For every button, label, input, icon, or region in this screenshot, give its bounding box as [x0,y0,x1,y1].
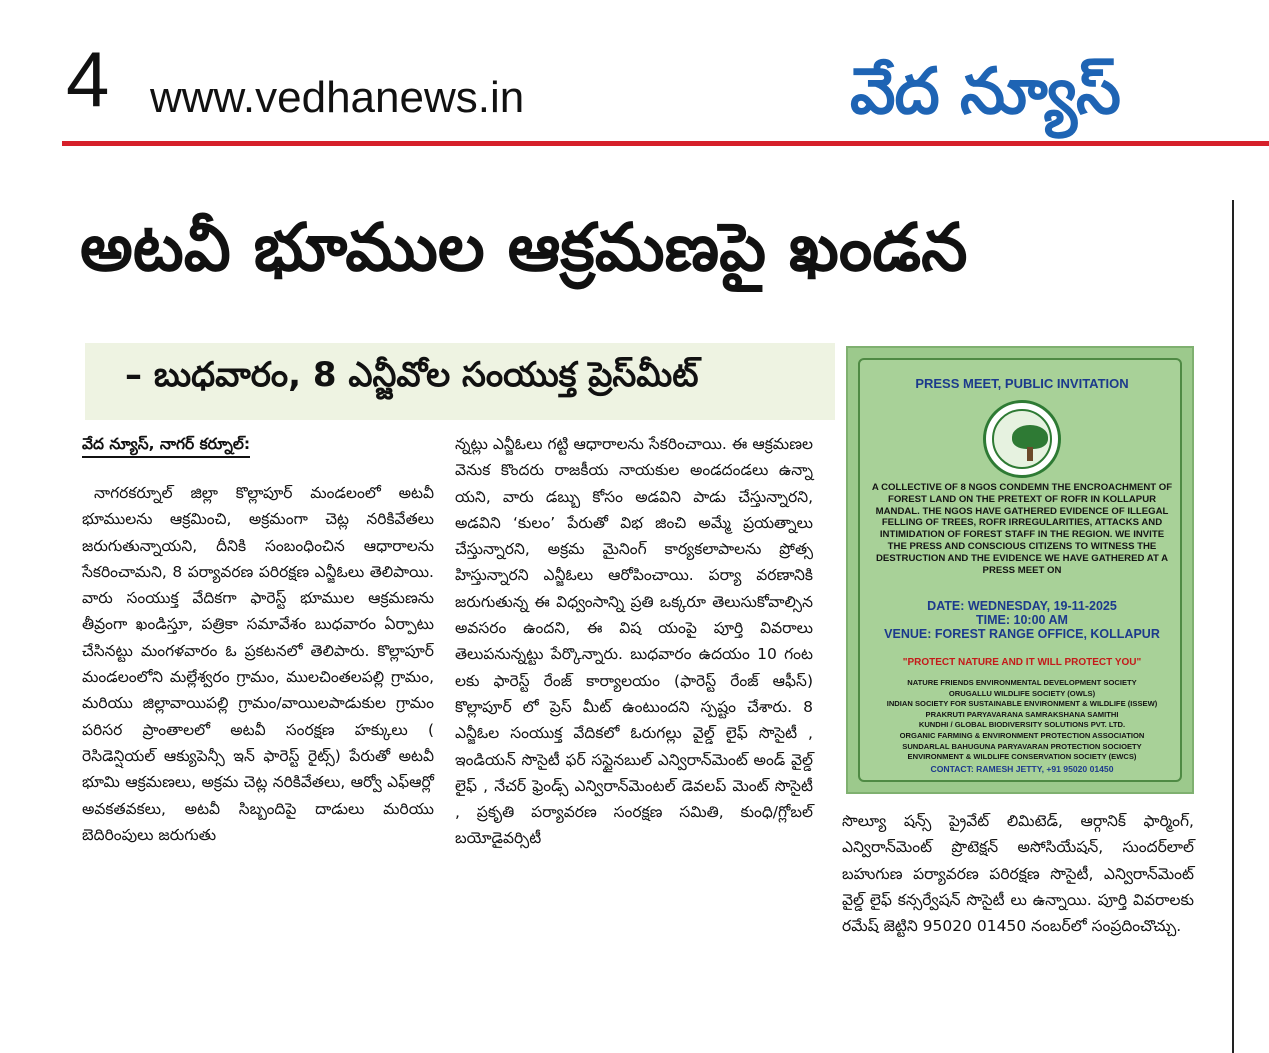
tree-logo-icon [983,400,1061,478]
article-column-3 [842,808,1194,939]
masthead-logo: వేద న్యూస్ [850,55,1120,129]
logo-tree-canopy [1012,425,1048,449]
poster-slogan: "PROTECT NATURE AND IT WILL PROTECT YOU" [902,657,1142,668]
poster-date: DATE: WEDNESDAY, 19-11-2025 [927,599,1117,613]
article-text-col3: సొల్యూ షన్స్ ప్రైవేట్ లిమిటెడ్, ఆర్గానిక్ ఫార్మింగ్, ఎన్విరాన్‌మెంట్ ప్రొటెక్షన్ అసోసియేషన్, సుందర్‌లాల్ బహుగుణ పర్యావరణ పరిరక్షణ సొసైటీ, ఎన్విరాన్‌మెంట్ వైల్డ్ లైఫ్ కన్సర్వేషన్ సొసైటీ లు ఉన్నాయి. పూర్తి వివరాలకు రమేష్ జెట్టిని 95020 01450 నంబర్‌లో సంప్రదించొచ్చు. [842,812,1194,936]
byline: వేద న్యూస్, నాగర్ కర్నూల్: [82,434,250,458]
site-url[interactable]: www.vedhanews.in [150,73,525,122]
poster-body: A COLLECTIVE OF 8 NGOS CONDEMN THE ENCROACHMENT OF FOREST LAND ON THE PRETEXT OF ROFR IN KOLLAPUR MANDAL. THE NGOS HAVE GATHERED EVIDENCE OF ILLEGAL FELLING OF TREES, ROFR IRREGULARITIES, ATTACKS AND INTIMIDATION OF FOREST STAFF IN THE REGION. WE INVITE THE PRESS AND CONSCIOUS CITIZENS TO WITNESS THE DESTRUCTION AND THE EVIDENCE WE HAVE GATHERED AT A PRESS MEET ON [871,482,1173,576]
poster-org-list [866,678,1178,763]
subheadline: – బుధవారం, 8 ఎన్జీవోల సంయుక్త ప్రెస్‌మీట్ [125,355,699,395]
poster-org: ORGANIC FARMING & ENVIRONMENT PROTECTION ASSOCIATION [899,730,1145,740]
poster-org: KUNDHI / GLOBAL BIODIVERSITY SOLUTIONS PVT. LTD. [918,720,1126,730]
poster-org: SUNDARLAL BAHUGUNA PARYAVARAN PROTECTION SOCIOETY [902,741,1142,751]
headline: అటవీ భూముల ఆక్రమణపై ఖండన [80,209,968,286]
column-rule [1232,200,1234,1053]
poster-org: NATURE FRIENDS ENVIRONMENTAL DEVELOPMENT SOCIETY [907,678,1137,687]
article-column-2 [455,431,813,852]
poster-org: INDIAN SOCIETY FOR SUSTAINABLE ENVIRONMENT & WILDLIFE (ISSEW) [886,699,1158,709]
header-rule [62,141,1269,146]
poster-contact: CONTACT: RAMESH JETTY, +91 95020 01450 [930,764,1114,774]
poster-org: PRAKRUTI PARYAVARANA SAMRAKSHANA SAMITHI [925,709,1119,719]
logo-tree-trunk [1027,447,1033,461]
article-column-1 [82,480,434,848]
article-text-col1: నాగరకర్నూల్ జిల్లా కొల్లాపూర్ మండలంలో అటవీ భూములను ఆక్రమించి, అక్రమంగా చెట్ల నరికివేతలు జరుగుతున్నాయని, దీనికి సంబంధించిన ఆధారాలను సేకరించామని, 8 పర్యావరణ పరిరక్షణ ఎన్జీఓలు తెలిపాయి. వారు సంయుక్త వేదికగా ఫారెస్ట్ భూముల ఆక్రమణను తీవ్రంగా ఖండిస్తూ, పత్రికా సమావేశం బుధవారం ఏర్పాటు చేసినట్టు మంగళవారం ఓ ప్రకటనలో తెలిపారు. కొల్లాపూర్ మండలంలోని మల్లేశ్వరం గ్రామం, ములచింతలపల్లి గ్రామం, మరియు జిల్లావాయిపల్లి గ్రామం/వాయిలపాడుకుల గ్రామం పరిసర ప్రాంతాలలో అటవీ సంరక్షణ హక్కులు ( రెసిడెన్షియల్ ఆక్యుపెన్సీ ఇన్ ఫారెస్ట్ రైట్స్) పేరుతో అటవీ భూమి ఆక్రమణలు, అక్రమ చెట్ల నరికివేతలు, ఆర్వో ఎఫ్ఆర్లో అవకతవకలు, అటవీ సిబ్బందిపై దాడులు మరియు బెదిరింపులు జరుగుతు [82,484,434,844]
poster-title: PRESS MEET, PUBLIC INVITATION [915,376,1129,391]
article-text-col2: న్నట్లు ఎన్జీఓలు గట్టి ఆధారాలను సేకరించాయి. ఈ ఆక్రమణల వెనుక కొందరు రాజకీయ నాయకుల అండదండలు ఉన్నా యని, వారు డబ్బు కోసం అడవిని పాడు చేస్తున్నారని, అడవిని ‘కులం’ పేరుతో విభ జించి అమ్మే ప్రయత్నాలు చేస్తున్నారని, అక్రమ మైనింగ్ కార్యకలాపాలను ప్రోత్స హిస్తున్నారని ఎన్జీఓలు ఆరోపించాయి. పర్యా వరణానికి జరుగుతున్న ఈ విధ్వంసాన్ని ప్రతి ఒక్కరూ తెలుసుకోవాల్సిన అవసరం ఉందని, ఈ విష యంపై పూర్తి వివరాలు తెలుపనున్నట్టు పేర్కొన్నారు. బుధవారం ఉదయం 10 గంట లకు ఫారెస్ట్ రేంజ్ కార్యాలయం (ఫారెస్ట్ రేంజ్ ఆఫీస్) కొల్లాపూర్ లో ప్రెస్ మీట్ ఉంటుందని స్పష్టం చేశారు. 8 ఎన్జీఓల సంయుక్త వేదికలో ఓరుగల్లు వైల్డ్ లైఫ్ సొసైటీ , ఇండియన్ సొసైటీ ఫర్ సస్టైనబుల్ ఎన్విరాన్‌మెంట్ అండ్ వైల్డ్ లైఫ్ , నేచర్ ఫ్రెండ్స్ ఎన్విరాన్‌మెంటల్ డెవలప్ మెంట్ సొసైటీ , ప్రకృతి పర్యావరణ సంరక్షణ సమితి, కుంధి/గ్లోబల్ బయోడైవర్సిటీ [455,435,813,848]
poster-org: ENVIRONMENT & WILDLIFE CONSERVATION SOCIETY (EWCS) [907,752,1137,762]
poster-datetime [860,599,1184,627]
press-meet-poster [846,346,1194,794]
poster-frame [858,358,1182,782]
poster-venue: VENUE: FOREST RANGE OFFICE, KOLLAPUR [884,627,1160,641]
logo-ring [992,409,1052,469]
page-number: 4 [66,35,110,123]
poster-org: ORUGALLU WILDLIFE SOCIETY (OWLS) [948,688,1096,698]
poster-time: TIME: 10:00 AM [976,613,1068,627]
